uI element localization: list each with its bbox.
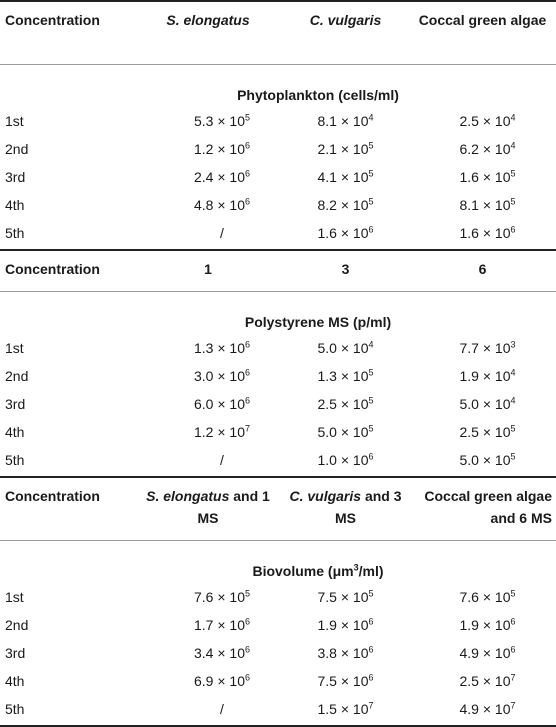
section-title <box>0 65 556 108</box>
table-cell <box>278 163 413 191</box>
cell-mantissa: 1.9 × 10 <box>459 617 511 633</box>
cell-exponent: 4 <box>368 112 374 123</box>
cell-exponent: 6 <box>244 196 250 207</box>
table-cell <box>413 163 556 191</box>
table-cell <box>278 667 413 695</box>
cell-exponent: 7 <box>244 423 250 434</box>
column-header <box>0 1 138 65</box>
cell-mantissa: 1.7 × 10 <box>193 617 245 633</box>
table-cell <box>278 334 413 362</box>
cell-exponent: 4 <box>510 140 516 151</box>
cell-exponent: 6 <box>244 339 250 350</box>
table-cell <box>278 191 413 219</box>
cell-exponent: 5 <box>510 423 516 434</box>
cell-mantissa: 1.3 × 10 <box>317 368 369 384</box>
column-header-text: Coccal green algae <box>418 12 547 28</box>
section-title-text: Biovolume (μm <box>252 563 354 579</box>
cell-exponent: 5 <box>368 588 374 599</box>
column-header <box>278 1 413 65</box>
table-cell <box>138 446 278 477</box>
table-cell <box>413 583 556 611</box>
cell-exponent: 6 <box>368 644 374 655</box>
cell-exponent: 7 <box>510 700 516 711</box>
cell-mantissa: 8.2 × 10 <box>317 197 369 213</box>
cell-mantissa: 4.9 × 10 <box>459 645 511 661</box>
table-row <box>0 390 556 418</box>
cell-mantissa: 5.0 × 10 <box>317 340 369 356</box>
table-cell <box>138 611 278 639</box>
table-cell <box>413 667 556 695</box>
section-title <box>0 292 556 335</box>
column-header <box>278 250 413 292</box>
column-header <box>138 477 278 541</box>
cell-mantissa: 7.7 × 10 <box>459 340 511 356</box>
cell-mantissa: 6.0 × 10 <box>193 396 245 412</box>
row-label: 4th <box>5 673 25 689</box>
table-cell <box>138 163 278 191</box>
table-row <box>0 163 556 191</box>
cell-mantissa: 2.4 × 10 <box>193 169 245 185</box>
cell-mantissa: 7.6 × 10 <box>459 589 511 605</box>
table-cell <box>413 107 556 135</box>
cell-exponent: 6 <box>368 672 374 683</box>
column-header <box>413 1 556 65</box>
cell-mantissa: 2.5 × 10 <box>459 424 511 440</box>
cell-exponent: 5 <box>244 112 250 123</box>
row-label: 4th <box>5 424 25 440</box>
cell-mantissa: 5.0 × 10 <box>459 452 511 468</box>
cell-exponent: 5 <box>368 168 374 179</box>
cell-exponent: 6 <box>368 224 374 235</box>
cell-mantissa: 7.5 × 10 <box>317 673 369 689</box>
cell-exponent: 6 <box>368 616 374 627</box>
cell-exponent: 7 <box>368 700 374 711</box>
row-label: 4th <box>5 197 25 213</box>
cell-exponent: 5 <box>510 168 516 179</box>
table-cell <box>138 583 278 611</box>
column-header-text: and 1 MS <box>197 488 270 526</box>
table-cell <box>413 135 556 163</box>
column-header <box>413 250 556 292</box>
section-title <box>0 541 556 584</box>
table-cell <box>278 639 413 667</box>
column-header-text: S. elongatus <box>166 12 250 28</box>
table-cell <box>413 418 556 446</box>
table-cell <box>278 219 413 250</box>
cell-exponent: 6 <box>244 672 250 683</box>
table-cell <box>138 418 278 446</box>
column-header-text: and 3 MS <box>335 488 402 526</box>
row-label: 2nd <box>5 617 29 633</box>
row-label: 3rd <box>5 396 26 412</box>
cell-exponent: 5 <box>510 451 516 462</box>
cell-exponent: 5 <box>510 196 516 207</box>
cell-mantissa: 1.9 × 10 <box>317 617 369 633</box>
cell-mantissa: 1.5 × 10 <box>317 701 369 717</box>
column-header-text: Concentration <box>5 261 100 277</box>
table-cell <box>413 390 556 418</box>
cell-exponent: 5 <box>368 196 374 207</box>
table-cell <box>138 695 278 726</box>
cell-exponent: 6 <box>510 616 516 627</box>
cell-exponent: 5 <box>368 423 374 434</box>
cell-exponent: 6 <box>244 367 250 378</box>
table-cell <box>413 639 556 667</box>
section-title-row <box>0 292 556 335</box>
table-cell <box>413 334 556 362</box>
cell-mantissa: 7.6 × 10 <box>193 589 245 605</box>
row-label: 5th <box>5 452 25 468</box>
row-label: 1st <box>5 589 24 605</box>
column-header <box>413 477 556 541</box>
cell-exponent: 5 <box>244 588 250 599</box>
column-header <box>0 477 138 541</box>
cell-mantissa: 1.6 × 10 <box>459 225 511 241</box>
table-row <box>0 191 556 219</box>
section-title-row <box>0 541 556 584</box>
cell-exponent: 6 <box>244 395 250 406</box>
table-row <box>0 695 556 726</box>
row-label: 5th <box>5 225 25 241</box>
table-row <box>0 611 556 639</box>
cell-mantissa: 1.3 × 10 <box>193 340 245 356</box>
table-row <box>0 667 556 695</box>
table-row <box>0 418 556 446</box>
cell-exponent: 6 <box>244 140 250 151</box>
table-cell <box>138 135 278 163</box>
cell-exponent: 6 <box>244 644 250 655</box>
cell-mantissa: / <box>220 225 224 241</box>
table-cell <box>138 191 278 219</box>
cell-mantissa: 4.8 × 10 <box>193 197 245 213</box>
column-header-text: 1 <box>204 261 212 277</box>
table-cell <box>138 639 278 667</box>
cell-mantissa: / <box>220 452 224 468</box>
column-header-text: S. elongatus <box>146 488 230 504</box>
cell-mantissa: 1.2 × 10 <box>193 424 245 440</box>
table-row <box>0 583 556 611</box>
table-cell <box>413 695 556 726</box>
section-title-text: Polystyrene MS (p/ml) <box>244 314 392 330</box>
cell-exponent: 4 <box>510 367 516 378</box>
cell-exponent: 6 <box>510 644 516 655</box>
header-row <box>0 250 556 292</box>
table-body <box>0 1 556 726</box>
table-row <box>0 446 556 477</box>
column-header-text: Concentration <box>5 12 100 28</box>
cell-mantissa: 5.3 × 10 <box>193 113 245 129</box>
table-row <box>0 107 556 135</box>
table-cell <box>413 446 556 477</box>
table-row <box>0 362 556 390</box>
cell-mantissa: 1.6 × 10 <box>317 225 369 241</box>
table-cell <box>138 107 278 135</box>
cell-mantissa: 3.0 × 10 <box>193 368 245 384</box>
table-cell <box>138 390 278 418</box>
cell-exponent: 7 <box>510 672 516 683</box>
section-title-exponent: 3 <box>353 562 359 573</box>
cell-exponent: 5 <box>368 140 374 151</box>
column-header-text: 3 <box>341 261 350 277</box>
table-cell <box>278 390 413 418</box>
column-header-text: C. vulgaris <box>309 12 382 28</box>
cell-mantissa: 1.2 × 10 <box>193 141 245 157</box>
cell-mantissa: 2.5 × 10 <box>459 673 511 689</box>
column-header-text: 6 <box>478 261 487 277</box>
cell-exponent: 4 <box>510 395 516 406</box>
cell-mantissa: / <box>220 701 224 717</box>
row-label: 3rd <box>5 169 26 185</box>
table-cell <box>278 446 413 477</box>
cell-exponent: 4 <box>510 112 516 123</box>
row-label: 3rd <box>5 645 26 661</box>
table-cell <box>278 611 413 639</box>
cell-mantissa: 8.1 × 10 <box>317 113 369 129</box>
table-cell <box>413 611 556 639</box>
table-cell <box>138 334 278 362</box>
column-header-text: C. vulgaris <box>289 488 362 504</box>
row-label: 2nd <box>5 368 29 384</box>
cell-mantissa: 2.1 × 10 <box>317 141 369 157</box>
cell-mantissa: 1.6 × 10 <box>459 169 511 185</box>
cell-mantissa: 2.5 × 10 <box>459 113 511 129</box>
table-cell <box>278 583 413 611</box>
cell-mantissa: 1.9 × 10 <box>459 368 511 384</box>
header-row <box>0 1 556 65</box>
column-header-text: Coccal green algae and 6 MS <box>424 488 552 526</box>
cell-mantissa: 8.1 × 10 <box>459 197 511 213</box>
table-cell <box>138 219 278 250</box>
cell-mantissa: 2.5 × 10 <box>317 396 369 412</box>
table-cell <box>278 695 413 726</box>
row-label: 2nd <box>5 141 29 157</box>
cell-exponent: 5 <box>368 367 374 378</box>
column-header-text: Concentration <box>5 488 100 504</box>
table-cell <box>138 362 278 390</box>
header-row <box>0 477 556 541</box>
cell-exponent: 6 <box>368 451 374 462</box>
table-row <box>0 135 556 163</box>
section-title-text: /ml) <box>358 563 384 579</box>
cell-mantissa: 3.8 × 10 <box>317 645 369 661</box>
cell-exponent: 6 <box>510 224 516 235</box>
cell-mantissa: 3.4 × 10 <box>193 645 245 661</box>
cell-mantissa: 4.1 × 10 <box>317 169 369 185</box>
table-row <box>0 639 556 667</box>
table-row <box>0 334 556 362</box>
table-cell <box>278 418 413 446</box>
section-title-text: Phytoplankton (cells/ml) <box>237 87 399 103</box>
column-header <box>138 1 278 65</box>
column-header <box>278 477 413 541</box>
cell-exponent: 4 <box>368 339 374 350</box>
cell-exponent: 3 <box>510 339 516 350</box>
cell-exponent: 6 <box>244 616 250 627</box>
cell-mantissa: 4.9 × 10 <box>459 701 511 717</box>
table-cell <box>278 135 413 163</box>
table-cell <box>138 667 278 695</box>
row-label: 5th <box>0 695 138 726</box>
cell-mantissa: 7.5 × 10 <box>317 589 369 605</box>
cell-mantissa: 5.0 × 10 <box>317 424 369 440</box>
row-label: 1st <box>5 113 24 129</box>
cell-mantissa: 6.9 × 10 <box>193 673 245 689</box>
cell-exponent: 5 <box>368 395 374 406</box>
cell-mantissa: 6.2 × 10 <box>459 141 511 157</box>
table-cell <box>278 107 413 135</box>
table-cell <box>278 362 413 390</box>
table-cell <box>413 219 556 250</box>
column-header <box>0 250 138 292</box>
table-cell <box>413 191 556 219</box>
table-cell <box>413 362 556 390</box>
column-header <box>138 250 278 292</box>
cell-exponent: 6 <box>244 168 250 179</box>
table-row <box>0 219 556 250</box>
cell-mantissa: 1.0 × 10 <box>317 452 369 468</box>
section-title-row <box>0 65 556 108</box>
row-label: 1st <box>5 340 24 356</box>
cell-exponent: 5 <box>510 588 516 599</box>
cell-mantissa: 5.0 × 10 <box>459 396 511 412</box>
